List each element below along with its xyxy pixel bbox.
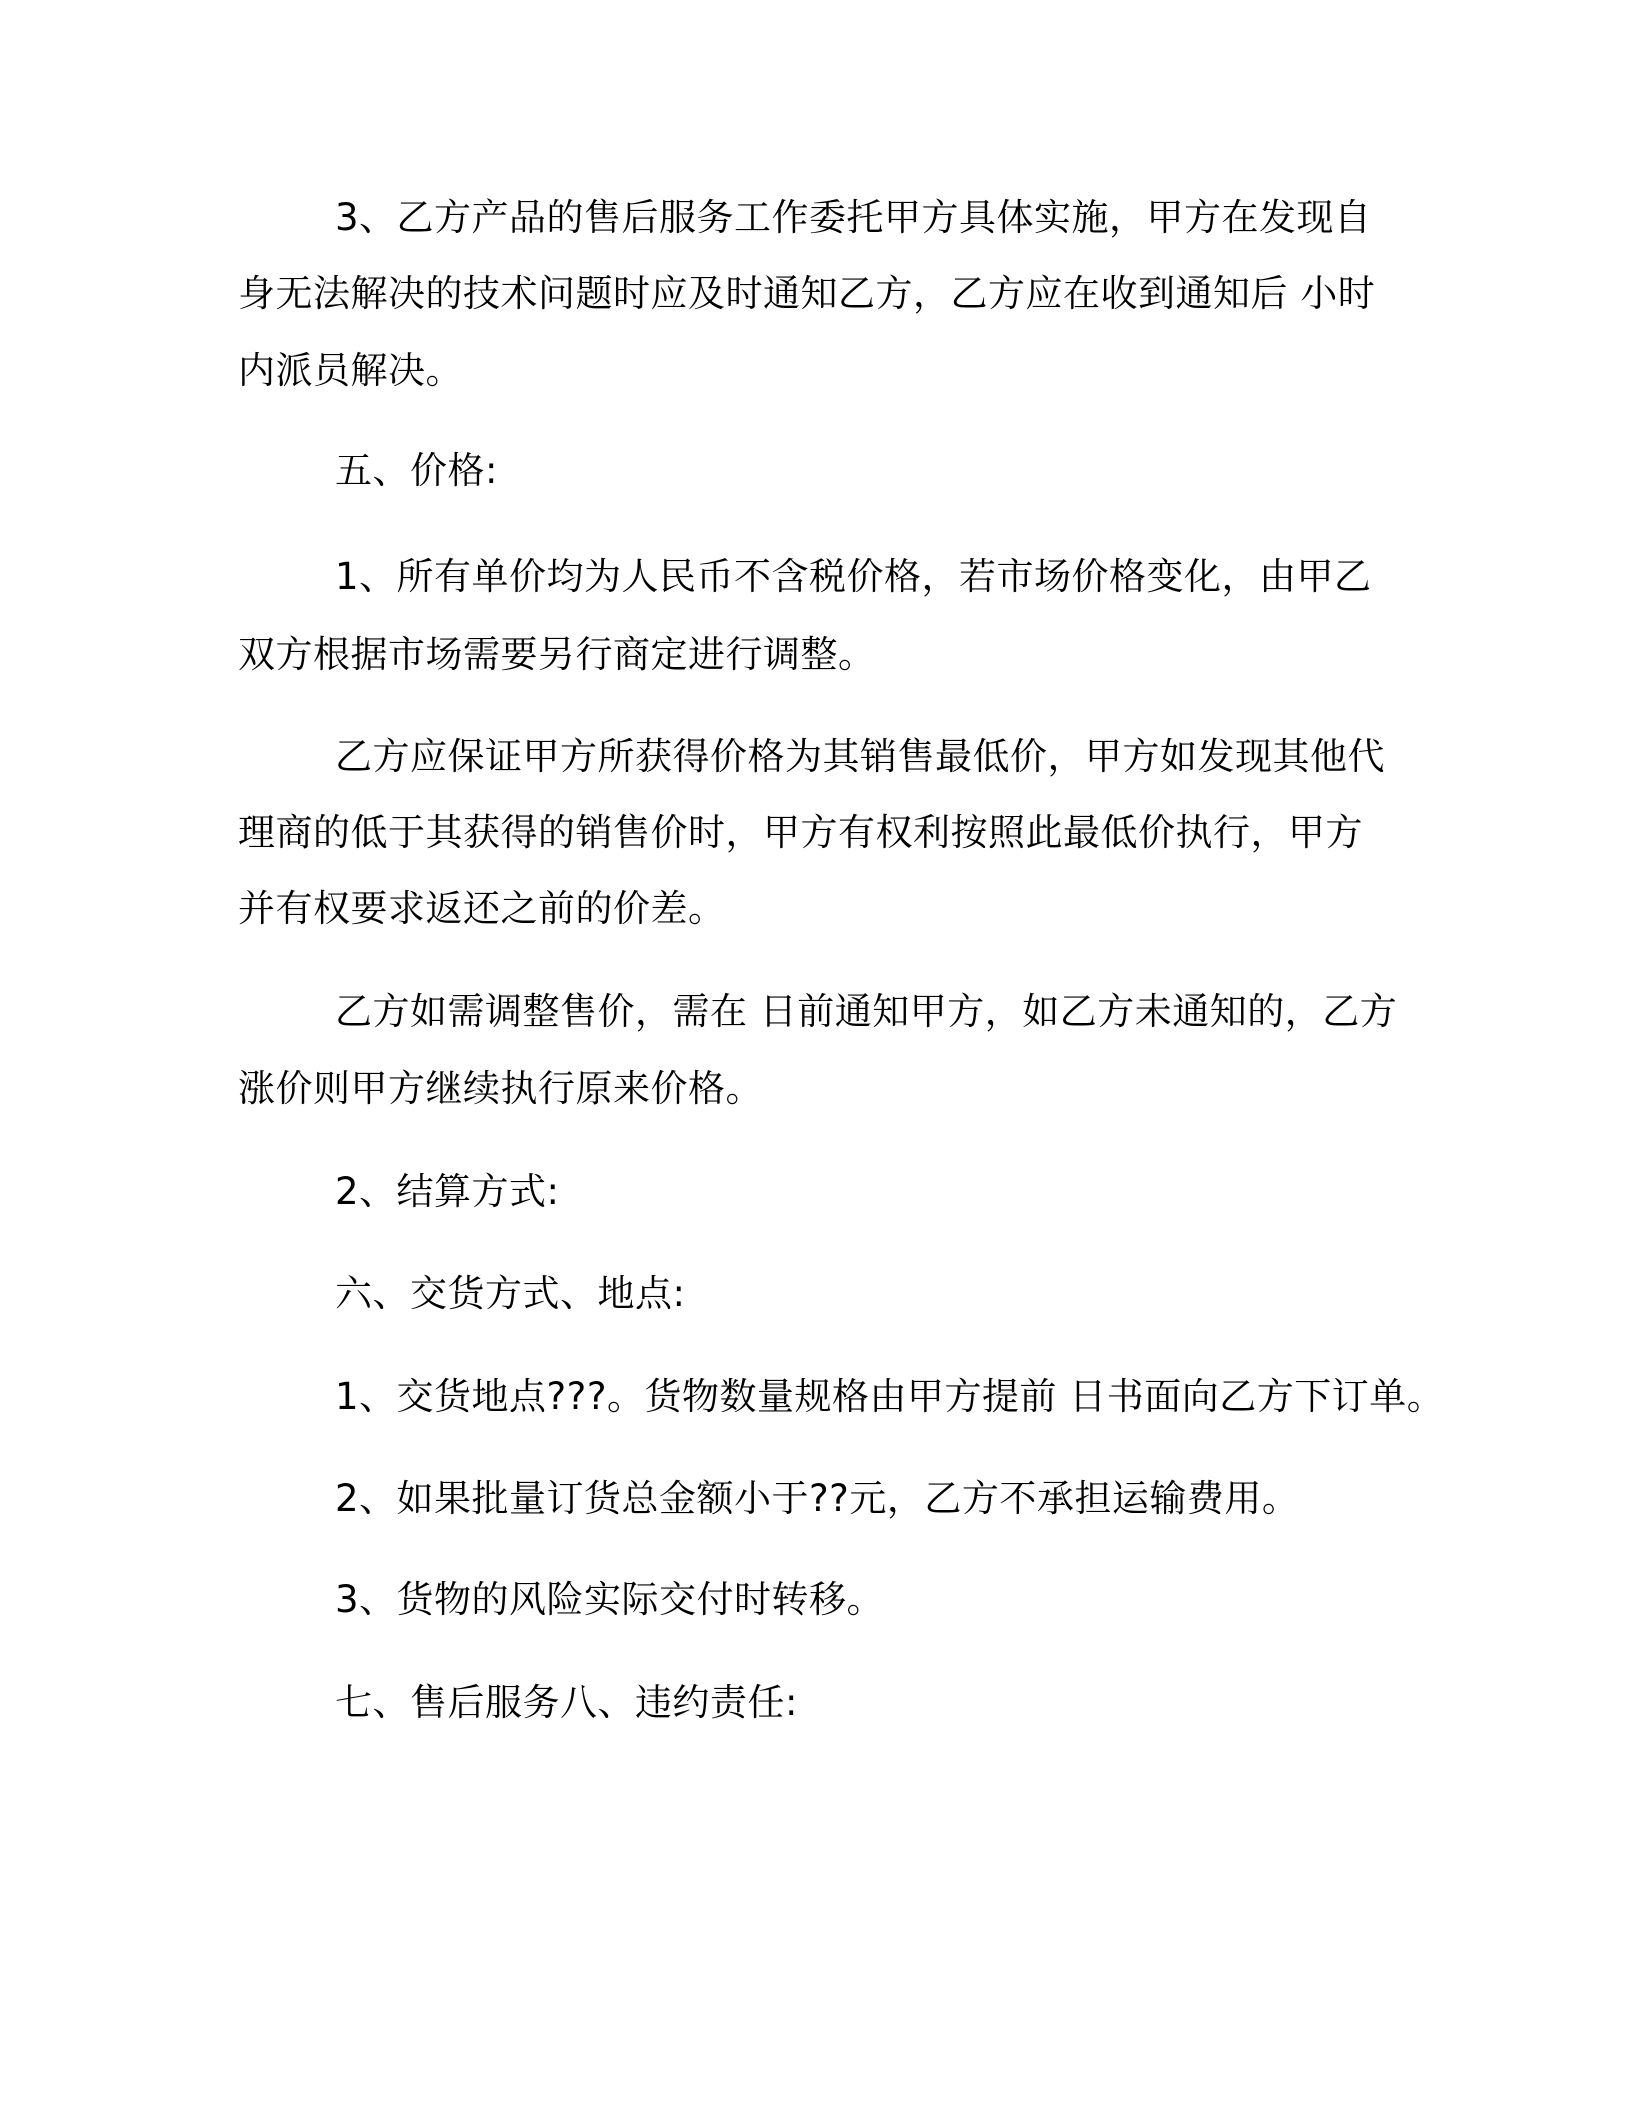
paragraph-price-adjust-line-1: 乙方如需调整售价，需在 日前通知甲方，如乙方未通知的，乙方 <box>335 990 1398 1033</box>
paragraph-after-sales-line-3: 内派员解决。 <box>238 349 463 392</box>
section-heading-price: 五、价格: <box>335 449 498 492</box>
paragraph-unit-price-line-2: 双方根据市场需要另行商定进行调整。 <box>238 633 876 676</box>
section-heading-delivery: 六、交货方式、地点: <box>335 1272 686 1315</box>
paragraph-price-adjust-line-2: 涨价则甲方继续执行原来价格。 <box>238 1067 763 1110</box>
section-heading-after-sales-liability: 七、售后服务八、违约责任: <box>335 1681 798 1724</box>
item-freight-threshold: 2、如果批量订货总金额小于??元，乙方不承担运输费用。 <box>335 1477 1300 1520</box>
paragraph-after-sales-line-2: 身无法解决的技术问题时应及时通知乙方，乙方应在收到通知后 小时 <box>238 272 1376 315</box>
item-settlement-method: 2、结算方式: <box>335 1170 560 1213</box>
paragraph-after-sales-line-1: 3、乙方产品的售后服务工作委托甲方具体实施，甲方在发现自 <box>335 196 1372 239</box>
paragraph-lowest-price-line-1: 乙方应保证甲方所获得价格为其销售最低价，甲方如发现其他代 <box>335 735 1385 778</box>
paragraph-lowest-price-line-3: 并有权要求返还之前的价差。 <box>238 887 726 930</box>
paragraph-lowest-price-line-2: 理商的低于其获得的销售价时，甲方有权利按照此最低价执行，甲方 <box>238 811 1363 854</box>
item-risk-transfer: 3、货物的风险实际交付时转移。 <box>335 1578 885 1621</box>
item-delivery-location: 1、交货地点???。货物数量规格由甲方提前 日书面向乙方下订单。 <box>335 1375 1445 1418</box>
paragraph-unit-price-line-1: 1、所有单价均为人民币不含税价格，若市场价格变化，由甲乙 <box>335 555 1372 598</box>
